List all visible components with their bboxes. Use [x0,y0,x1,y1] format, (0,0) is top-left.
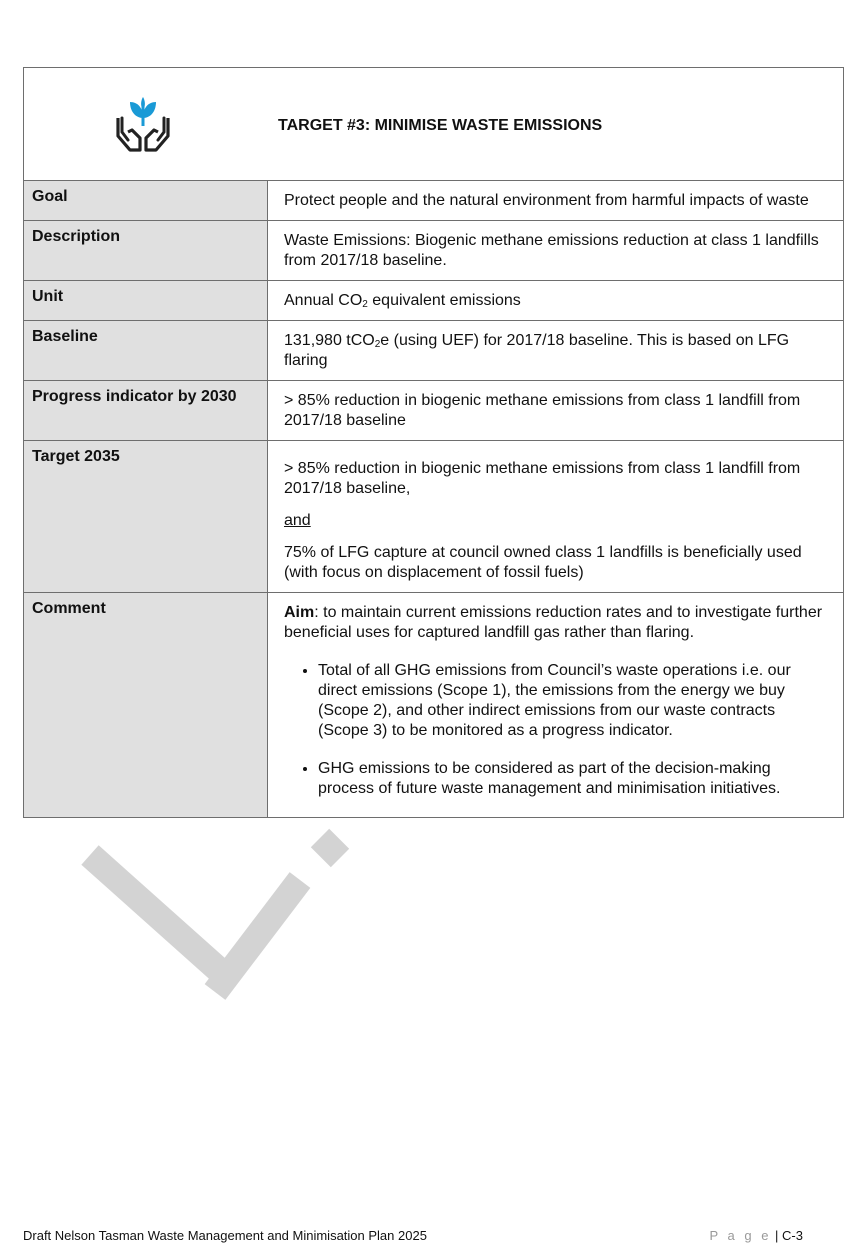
unit-value-text: Annual CO [284,292,363,309]
comment-bullet-list [284,661,827,799]
document-title: Draft Nelson Tasman Waste Management and Minimisation Plan 2025 [23,1228,427,1243]
description-label: Description [24,221,268,281]
target-and-connector: and [284,512,311,529]
target-value [268,441,844,593]
baseline-value [268,321,844,381]
aim-text: : to maintain current emissions reduction rates and to investigate further beneficial uses for captured landfill gas rather than flaring. [284,604,823,641]
target-paragraph-2: 75% of LFG capture at council owned class 1 landfills is beneficially used (with focus on displacement of fossil fuels) [284,544,802,581]
row-description [24,221,844,281]
table-title: TARGET #3: MINIMISE WASTE EMISSIONS [278,117,603,134]
page-word: P a g e [709,1228,772,1243]
target-table [23,67,844,818]
page-number [709,1228,803,1243]
target-label: Target 2035 [24,441,268,593]
unit-value [268,281,844,321]
aim-label: Aim [284,604,315,621]
description-value: Waste Emissions: Biogenic methane emissions reduction at class 1 landfills from 2017/18 baseline. [268,221,844,281]
unit-value-suffix: equivalent emissions [367,292,521,309]
unit-subscript: 2 [362,299,368,310]
target-paragraph-1: > 85% reduction in biogenic methane emissions from class 1 landfill from 2017/18 baseline, [284,460,801,497]
comment-value [268,593,844,818]
goal-label: Goal [24,181,268,221]
hands-plant-icon [114,96,172,154]
row-unit [24,281,844,321]
row-target [24,441,844,593]
row-progress [24,381,844,441]
table-header-row [24,68,844,181]
list-item: • Total of all GHG emissions from Council’s waste operations i.e. our direct emissions (Scope 1), the emissions from the energy we buy (Scope 2), and other indirect emissions from our waste contracts (Scope 3) to be monitored as a progress indicator. [318,661,827,741]
row-goal [24,181,844,221]
comment-label: Comment [24,593,268,818]
baseline-value-suffix: e (using UEF) for 2017/18 baseline. This is based on LFG flaring [284,332,790,369]
list-item: • GHG emissions to be considered as part of the decision-making process of future waste management and minimisation initiatives. [318,759,827,799]
comment-aim [284,603,827,643]
goal-value: Protect people and the natural environment from harmful impacts of waste [268,181,844,221]
progress-value: > 85% reduction in biogenic methane emissions from class 1 landfill from 2017/18 baseline [268,381,844,441]
baseline-subscript: 2 [374,339,381,350]
baseline-value-text: 131,980 tCO [284,332,375,349]
progress-label: Progress indicator by 2030 [24,381,268,441]
unit-label: Unit [24,281,268,321]
baseline-label: Baseline [24,321,268,381]
page-num: C-3 [782,1228,803,1243]
page-separator: | [771,1228,783,1243]
row-baseline [24,321,844,381]
row-comment [24,593,844,818]
